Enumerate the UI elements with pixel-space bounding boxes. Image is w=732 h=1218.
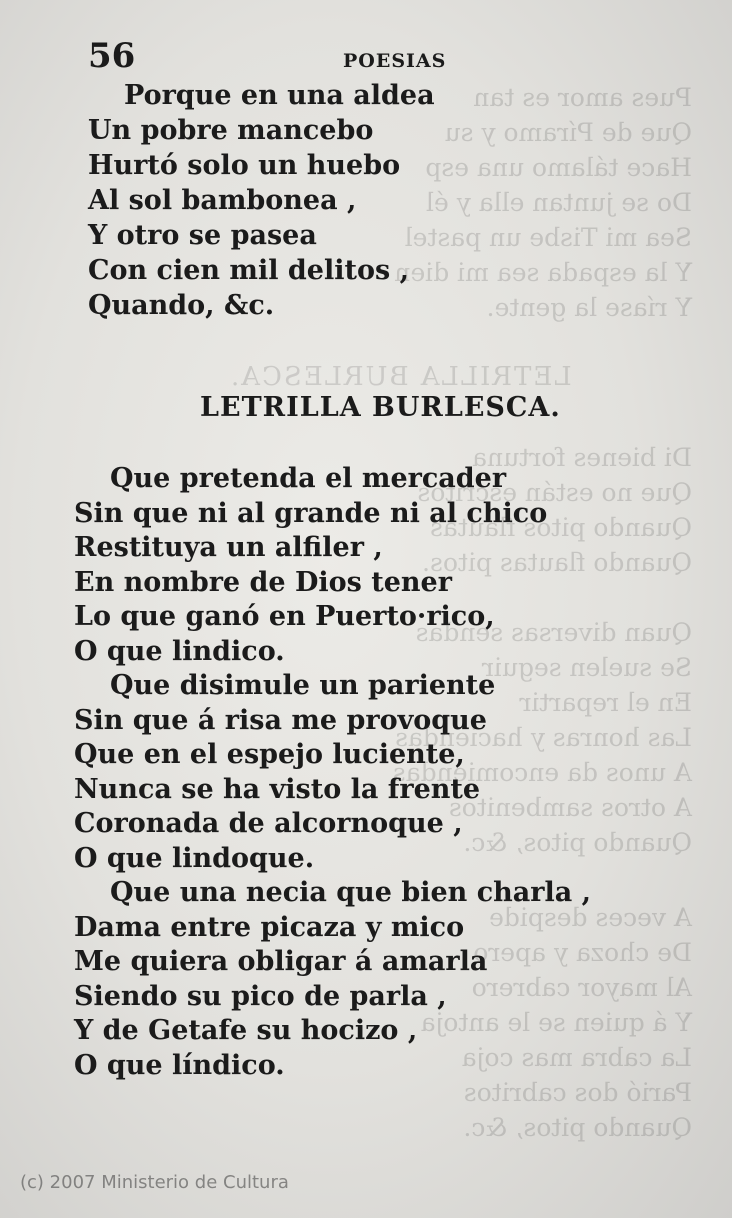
verse-line: Un pobre mancebo xyxy=(88,115,374,146)
verse-line: Quando, &c. xyxy=(88,290,275,321)
verse-line: Porque en una aldea xyxy=(124,80,435,111)
verse-line: Que pretenda el mercader xyxy=(110,463,507,494)
verse-line: Hurtó solo un huebo xyxy=(88,150,401,181)
verse-line: Y otro se pasea xyxy=(88,220,317,251)
poem-body xyxy=(74,462,591,1083)
verse-line: Al sol bambonea , xyxy=(88,185,357,216)
verse-line: Coronada de alcornoque , xyxy=(74,808,463,839)
verse-line: Con cien mil delitos , xyxy=(88,255,409,286)
verse-line: Sin que á risa me provoque xyxy=(74,704,487,736)
page-header xyxy=(88,30,508,78)
copyright-watermark: (c) 2007 Ministerio de Cultura xyxy=(20,1172,289,1193)
poem-title: LETRILLA BURLESCA. xyxy=(200,392,561,423)
bleed-through-title: LETRILLA BURLESCA. xyxy=(229,362,572,392)
verse-line: Que una necia que bien charla , xyxy=(110,877,592,908)
verse-line: O que lindoque. xyxy=(74,842,315,874)
verse-line: Me quiera obligar á amarla xyxy=(74,946,488,977)
running-head: POESIAS xyxy=(343,50,447,72)
verse-line: Siendo su pico de parla , xyxy=(74,980,447,1012)
verse-line: Y de Getafe su hocizo , xyxy=(74,1015,418,1046)
bleed-through-text: Di bienes fortuna Que no están escritos Quando pitos flautas Quando flautas pitos. Quan diversas sendas Se suelen seguir En el repartir Las honras y haciendas A unos da encomiendas A otros sambenitos Quando pitos, &c. xyxy=(392,443,692,857)
verse-line: Nunca se ha visto la frente xyxy=(74,773,481,805)
verse-line: O que líndico. xyxy=(74,1049,285,1081)
bleed-through-text: Pues amor es tan Que de Píramo y su Hace tálamo una esp Do se juntan ella y él Sea mi Tisbe un pastel Y la espada sea mi dien Y ríase la gente. xyxy=(394,83,692,322)
verse-line: O que lindico. xyxy=(74,635,285,667)
verse-line: Que en el espejo luciente, xyxy=(74,739,465,770)
stanza-intro xyxy=(88,78,435,323)
verse-line: Sin que ni al grande ni al chico xyxy=(74,497,548,529)
verse-line: Que disimule un pariente xyxy=(110,670,496,701)
bleed-through-text: A veces despide De choza y apero Al mayor cabrero Y á quien se le antoja La cabra mas coja Parió dos cabritos Quando pitos, &c. xyxy=(420,903,692,1142)
verse-line: Lo que ganó en Puerto·rico, xyxy=(74,601,495,632)
verse-line: Dama entre picaza y mico xyxy=(74,911,465,943)
page-number: 56 xyxy=(88,36,136,76)
verse-line: Restituya un alfiler , xyxy=(74,532,383,563)
verse-line: En nombre de Dios tener xyxy=(74,566,452,598)
